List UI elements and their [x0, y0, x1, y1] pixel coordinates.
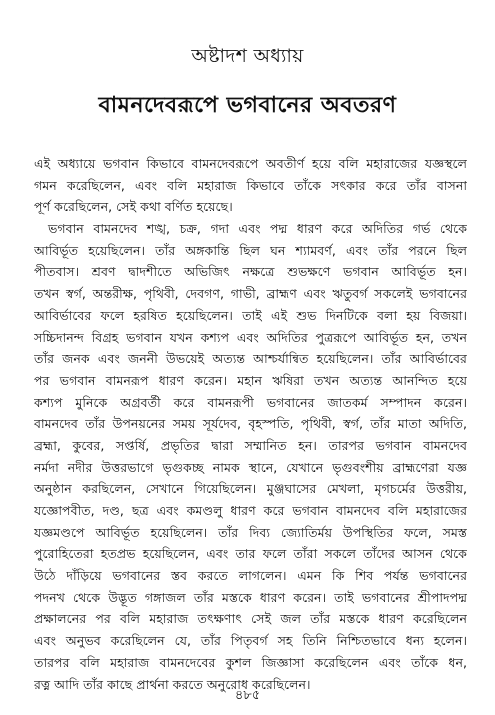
text-line: এবং অনুভব করেছিলেন যে, তাঁর পিতৃবর্গ সহ তিনি নিশ্চিতভাবে ধন্য হলেন।	[34, 633, 467, 649]
text-line: পর ভগবান বামনরূপ ধারণ করেন। মহান ঋষিরা তখন অত্যন্ত আনন্দিত হয়ে	[34, 372, 467, 388]
text-line: পদনখ থেকে উদ্ভূত গঙ্গাজল তাঁর মস্তকে ধারণ করেন। তাই ভগবানের শ্রীপাদপদ্ম	[34, 589, 467, 605]
text-line: এই অধ্যায়ে ভগবান কিভাবে বামনদেবরূপে অবতীর্ণ হয়ে বলি মহারাজের যজ্ঞস্থলে	[34, 156, 467, 171]
text-line: পূর্ণ করেছিলেন, সেই কথা বর্ণিত হয়েছে।	[34, 199, 233, 215]
chapter-heading: অষ্টাদশ অধ্যায়	[191, 45, 304, 67]
text-line: ব্রহ্মা, কুবের, সপ্তর্ষি, প্রভৃতির দ্বারা সম্মানিত হন। তারপর ভগবান বামনদেব	[34, 437, 467, 453]
text-line: কশ্যপ মুনিকে অগ্রবর্তী করে বামনরূপী ভগবানের জাতকর্ম সম্পাদন করেন।	[34, 394, 467, 410]
text-line: উঠে দাঁড়িয়ে ভগবানের স্তব করতে লাগলেন। এমন কি শিব পর্যন্ত ভগবানের	[34, 568, 467, 584]
text-line: সচ্চিদানন্দ বিগ্রহ ভগবান যখন কশ্যপ এবং অদিতির পুত্ররূপে আবির্ভূত হন, তখন	[34, 329, 467, 345]
text-line: ভগবান বামনদেব শঙ্খ, চক্র, গদা এবং পদ্ম ধারণ করে অদিতির গর্ভ থেকে	[48, 221, 467, 237]
text-line: অনুষ্ঠান করছিলেন, সেখানে গিয়েছিলেন। মুঞ্জঘাসের মেখলা, মৃগচর্মের উত্তরীয়,	[34, 481, 467, 497]
text-line: তাঁর জনক এবং জননী উভয়েই অত্যন্ত আশ্চর্যান্বিত হয়েছিলেন। তাঁর আবির্ভাবের	[34, 351, 467, 367]
text-line: তারপর বলি মহারাজ বামনদেবের কুশল জিজ্ঞাসা করেছিলেন এবং তাঁকে ধন,	[34, 654, 467, 670]
text-line: তখন স্বর্গ, অন্তরীক্ষ, পৃথিবী, দেবগণ, গাভী, ব্রাহ্মণ এবং ঋতুবর্গ সকলেই ভগবানের	[34, 286, 467, 302]
text-line: পীতবাস। শ্রবণ দ্বাদশীতে অভিজিৎ নক্ষত্রে শুভক্ষণে ভগবান আবির্ভূত হন।	[34, 264, 467, 280]
text-line: বামনদেব তাঁর উপনয়নের সময় সূর্যদেব, বৃহস্পতি, পৃথিবী, স্বর্গ, তাঁর মাতা অদিতি,	[34, 416, 467, 432]
page-number: ৪৮৫	[234, 688, 261, 703]
text-line: যজ্ঞমণ্ডপে আবির্ভূত হয়েছিলেন। তাঁর দিব্য জ্যোতির্ময় উপস্থিতির ফলে, সমস্ত	[34, 524, 467, 540]
text-line: আবির্ভাবের ফলে হরষিত হয়েছিলেন। তাই এই শুভ দিনটিকে বলা হয় বিজয়া।	[34, 307, 467, 323]
body-text	[34, 153, 467, 695]
text-line: রত্ন আদি তাঁর কাছে প্রার্থনা করতে অনুরোধ করেছিলেন।	[34, 676, 311, 692]
text-line: প্রক্ষালনের পর বলি মহারাজ তৎক্ষণাৎ সেই জল তাঁর মস্তকে ধারণ করেছিলেন	[34, 611, 467, 627]
chapter-title: বামনদেবরূপে ভগবানের অবতরণ	[98, 93, 397, 118]
text-line: যজ্ঞোপবীত, দণ্ড, ছত্র এবং কমণ্ডলু ধারণ করে ভগবান বামনদেব বলি মহারাজের	[34, 503, 467, 518]
text-line: গমন করেছিলেন, এবং বলি মহারাজ কিভাবে তাঁকে সৎকার করে তাঁর বাসনা	[34, 177, 467, 193]
text-line: নর্মদা নদীর উত্তরভাগে ভৃগুকচ্ছ নামক স্থানে, যেখানে ভৃগুবংশীয় ব্রাহ্মণেরা যজ্ঞ	[34, 459, 467, 475]
text-line: পুরোহিতেরা হতপ্রভ হয়েছিলেন, এবং তার ফলে তাঁরা সকলে তাঁদের আসন থেকে	[34, 546, 467, 562]
text-line: আবির্ভূত হয়েছিলেন। তাঁর অঙ্গকান্তি ছিল ঘন শ্যামবর্ণ, এবং তাঁর পরনে ছিল	[34, 242, 467, 258]
